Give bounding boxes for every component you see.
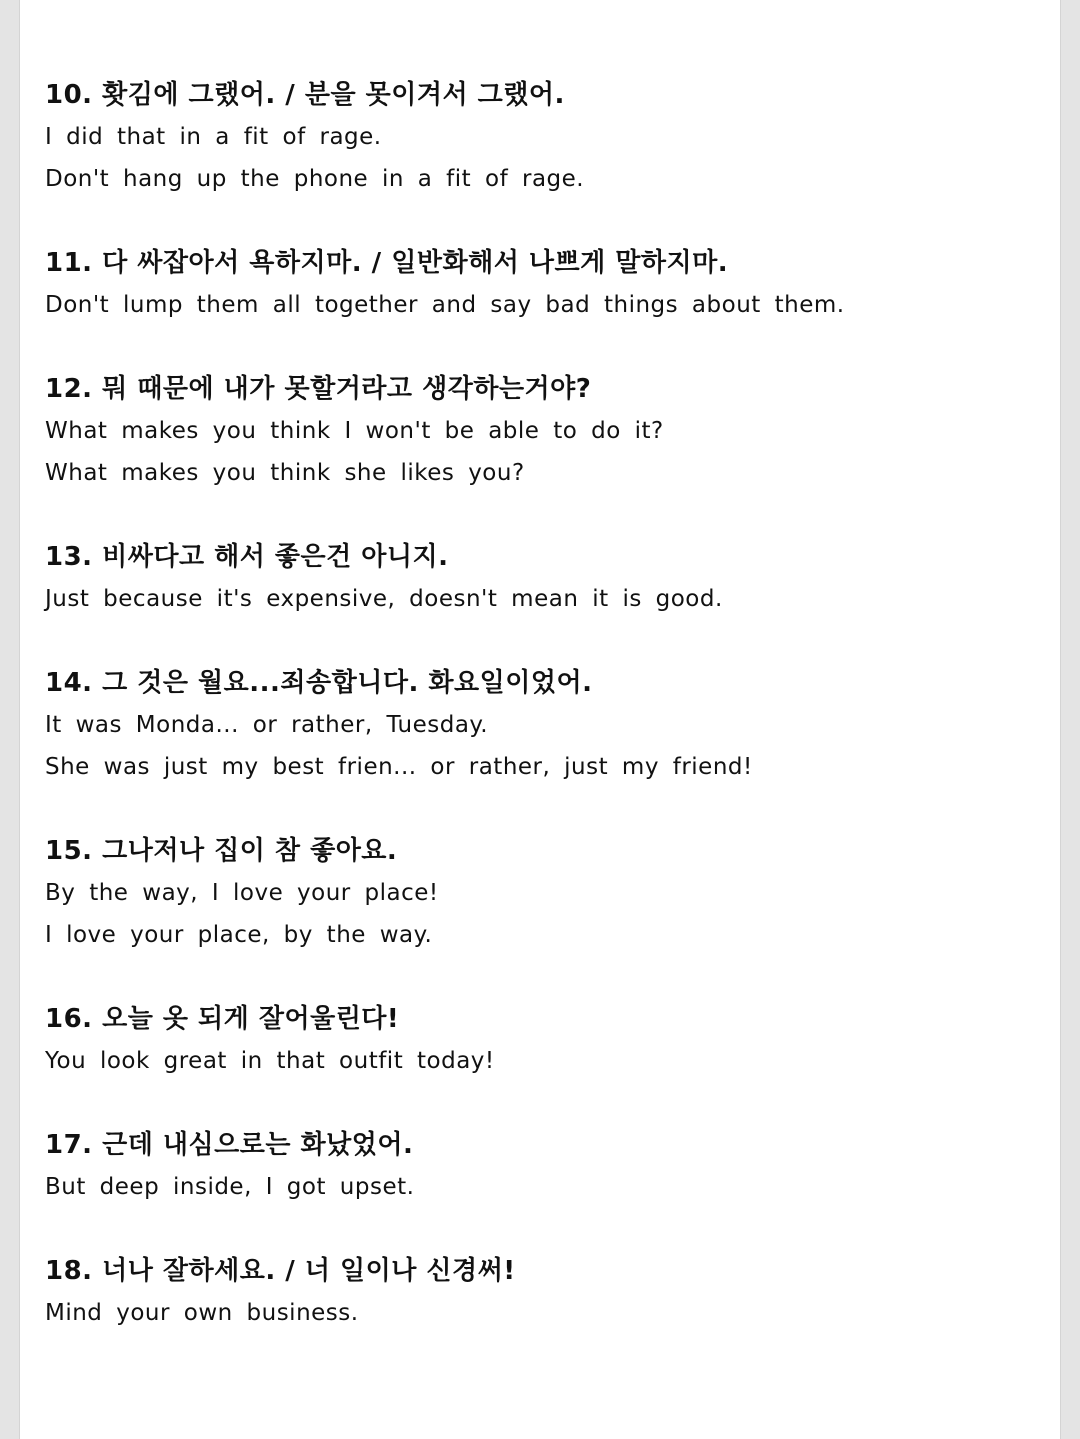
example-sentence: You look great in that outfit today! <box>45 1048 495 1074</box>
phrase-entry-18 <box>45 1250 1045 1334</box>
phrase-entry-12 <box>45 368 1045 494</box>
phrase-heading: 12. 뭐 때문에 내가 못할거라고 생각하는거야? <box>45 374 592 404</box>
phrase-entry-13 <box>45 536 1045 620</box>
phrase-heading: 14. 그 것은 월요...죄송합니다. 화요일이었어. <box>45 668 593 698</box>
example-sentence: Just because it's expensive, doesn't mean it is good. <box>45 586 723 612</box>
phrase-entry-10 <box>45 74 1045 200</box>
example-sentence: It was Monda... or rather, Tuesday. <box>45 712 489 738</box>
example-sentence: But deep inside, I got upset. <box>45 1174 415 1200</box>
example-sentence: What makes you think she likes you? <box>45 460 525 486</box>
example-sentence: I did that in a fit of rage. <box>45 124 382 150</box>
example-sentence: By the way, I love your place! <box>45 880 439 906</box>
example-sentence: I love your place, by the way. <box>45 922 433 948</box>
phrase-list <box>45 74 1045 1334</box>
document-page <box>19 0 1061 1439</box>
phrase-heading: 18. 너나 잘하세요. / 너 일이나 신경써! <box>45 1256 516 1286</box>
phrase-entry-14 <box>45 662 1045 788</box>
example-sentence: She was just my best frien... or rather, just my friend! <box>45 754 753 780</box>
example-sentence: Mind your own business. <box>45 1300 359 1326</box>
phrase-entry-16 <box>45 998 1045 1082</box>
phrase-heading: 13. 비싸다고 해서 좋은건 아니지. <box>45 542 449 572</box>
phrase-heading: 16. 오늘 옷 되게 잘어울린다! <box>45 1004 400 1034</box>
phrase-entry-11 <box>45 242 1045 326</box>
phrase-entry-15 <box>45 830 1045 956</box>
phrase-heading: 15. 그나저나 집이 참 좋아요. <box>45 836 398 866</box>
example-sentence: Don't hang up the phone in a fit of rage. <box>45 166 585 192</box>
phrase-heading: 11. 다 싸잡아서 욕하지마. / 일반화해서 나쁘게 말하지마. <box>45 248 729 278</box>
phrase-entry-17 <box>45 1124 1045 1208</box>
example-sentence: What makes you think I won't be able to do it? <box>45 418 664 444</box>
phrase-heading: 17. 근데 내심으로는 화났었어. <box>45 1130 414 1160</box>
phrase-heading: 10. 홧김에 그랬어. / 분을 못이겨서 그랬어. <box>45 80 565 110</box>
example-sentence: Don't lump them all together and say bad things about them. <box>45 292 845 318</box>
